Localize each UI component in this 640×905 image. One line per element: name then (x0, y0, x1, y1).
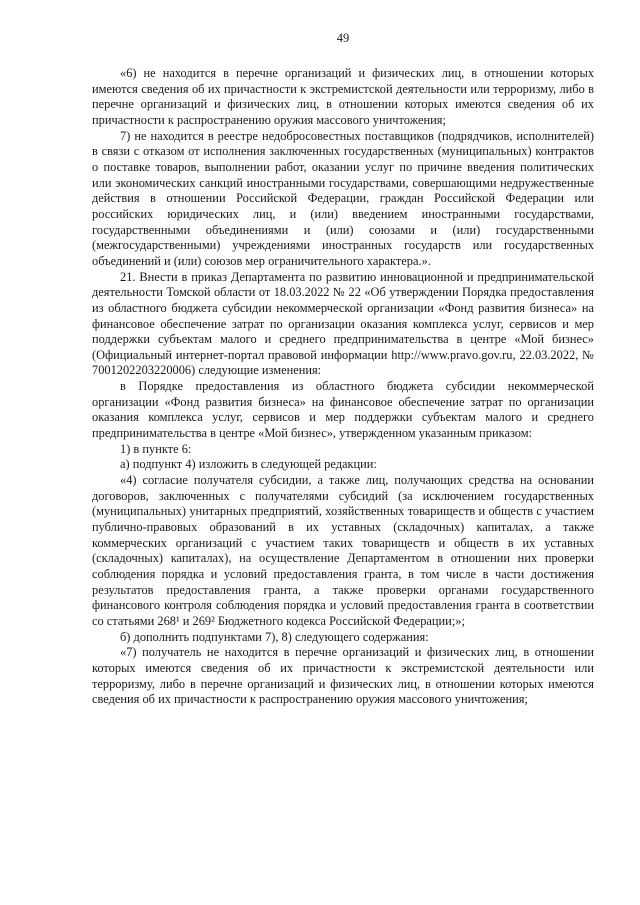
paragraph-subpoint-b: б) дополнить подпунктами 7), 8) следующего содержания: (120, 629, 429, 644)
document-body (92, 66, 594, 708)
paragraph-order-intro: в Порядке предоставления из областного бюджета субсидии некоммерческой организации «Фонд развития бизнеса» на финансовое обеспечение затрат по организации оказания комплекса услуг, сервисов и мер поддержки субъектам малого и среднего предпринимательства в центре «Мой бизнес», утвержденном указанным приказом: (92, 379, 594, 441)
paragraph-section-21: 21. Внести в приказ Департамента по развитию инновационной и предпринимательской деятельности Томской области от 18.03.2022 № 22 «Об утверждении Порядка предоставления из областного бюджета субсидии некоммерческой организации «Фонд развития бизнеса» на финансовое обеспечение затрат по организации оказания комплекса услуг, сервисов и мер поддержки субъектам малого и среднего предпринимательства в центре «Мой бизнес» (Официальный интернет-портал правовой информации http://www.pravo.gov.ru, 22.03.2022, № 7001202203220006) следующие изменения: (92, 269, 594, 378)
paragraph-subpoint-7-text: «7) получатель не находится в перечне организаций и физических лиц, в отношении которых имеются сведения об их причастности к экстремистской деятельности или терроризму, либо в перечне организаций и физических лиц, в отношении которых имеются сведения об их причастности к распространению оружия массового уничтожения; (92, 645, 594, 707)
paragraph-subpoint-a: а) подпункт 4) изложить в следующей редакции: (120, 457, 377, 472)
paragraph-subpoint-4-text: «4) согласие получателя субсидии, а также лиц, получающих средства на основании договоров, заключенных с получателями субсидий (за исключением государственных (муниципальных) унитарных предприятий, хозяйственных товариществ и обществ с участием публично-правовых образований в их уставных (складочных) капиталах, а также коммерческих организаций с участием таких товариществ и обществ в их уставных (складочных) капиталах), на осуществление Департаментом в отношении них проверки соблюдения порядка и условий предоставления гранта, в том числе в части достижения результатов предоставления гранта, а также проверки органами государственного финансового контроля соблюдения порядка и условий предоставления гранта в соответствии со статьями 268¹ и 269² Бюджетного кодекса Российской Федерации;»; (92, 473, 594, 628)
paragraph-point-6: 1) в пункте 6: (120, 441, 192, 456)
paragraph-item-7: 7) не находится в реестре недобросовестных поставщиков (подрядчиков, исполнителей) в связи с отказом от исполнения заключенных государственных (муниципальных) контрактов о поставке товаров, выполнении работ, оказании услуг по причине введения политических или экономических санкций иностранными государствами, совершающими недружественные действия в отношении Российской Федерации, граждан Российской Федерации или российских юридических лиц, и (или) введением иностранными государствами, государственными объединениями и (или) союзами и (или) государственными (межгосударственными) учреждениями иностранных государств или государственных объединений и (или) союзов мер ограничительного характера.». (92, 128, 594, 268)
page-number: 49 (336, 31, 350, 45)
paragraph-item-6: «6) не находится в перечне организаций и физических лиц, в отношении которых имеются сведения об их причастности к экстремистской деятельности или терроризму, либо в перечне организаций и физических лиц, в отношении которых имеются сведения об их причастности к распространению оружия массового уничтожения; (92, 66, 594, 127)
